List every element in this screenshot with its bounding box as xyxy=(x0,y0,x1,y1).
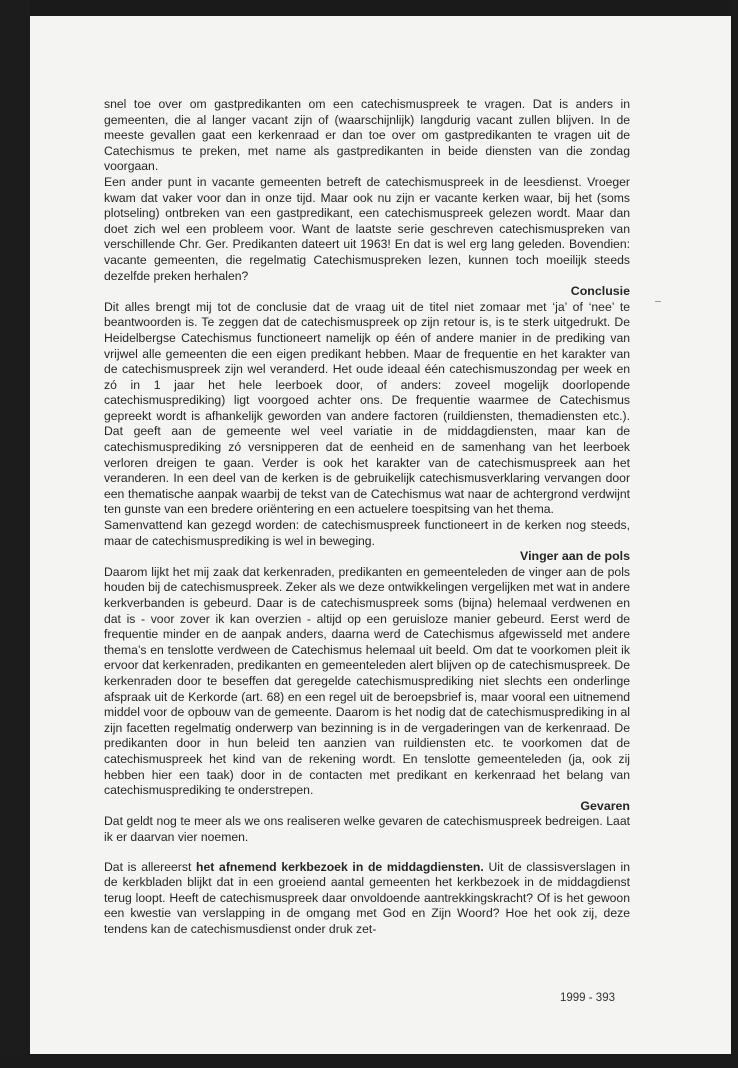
paragraph-7-emphasis: het afnemend kerkbezoek in de middagdiensten. xyxy=(196,859,484,874)
paragraph-7-lead: Dat is allereerst xyxy=(104,859,197,874)
paragraph-2: Een ander punt in vacante gemeenten betreft de catechismuspreek in de leesdienst. Vroeger kwam dat vaker voor dan in onze tijd. Maar ook nu zijn er vacante kerken waar, bij het (soms plotseling) ontbreken van een gastpredikant, een catechismuspreek gelezen wordt. Maar dan doet zich wel een probleem voor. Want de laatste serie geschreven catechismuspreken van verschillende Chr. Ger. Predikanten dateert uit 1963! En dat is wel erg lang geleden. Bovendien: vacante gemeenten, die regelmatig Catechismuspreken lezen, kunnen toch moeilijk steeds dezelfde preken herhalen? xyxy=(104,174,630,283)
heading-gevaren: Gevaren xyxy=(580,798,630,813)
paragraph-5: Daarom lijkt het mij zaak dat kerkenraden, predikanten en gemeenteleden de vinger aan de pols houden bij de catechismuspreek. Zeker als we deze ontwikkelingen vergelijken met wat in andere kerkverbanden is gebeurd. Daar is de catechismuspreek soms (bijna) helemaal verdwenen en dat is - voor zover ik kan overzien - altijd op een geruisloze manier gebeurd. Eerst werd de frequentie minder en de aanpak anders, daarna werd de Catechismus afgewisseld met andere thema’s en tenslotte verdween de Catechismus helemaal uit beeld. Om dat te voorkomen pleit ik ervoor dat kerkenraden, predikanten en gemeenteleden alert blijven op de catechismuspreek. De kerkenraden door te beseffen dat geregelde catechismusprediking niet slechts een onderlinge afspraak uit de Kerkorde (art. 68) en een regel uit de beroepsbrief is, maar vooral een uitnemend middel voor de opbouw van de gemeente. Daarom is het nodig dat de catechismusprediking in al zijn facetten regelmatig onderwerp van bezinning is in de vergaderingen van de kerkenraad. De predikanten door in hun beleid ten aanzien van ruildiensten etc. te voorkomen dat de catechismuspreek het kind van de rekening wordt. En tenslotte gemeenteleden (ja, ook zij hebben hier een taak) door in de contacten met predikant en kerkenraad het belang van catechismusprediking te onderstrepen. xyxy=(104,564,630,798)
paragraph-gap xyxy=(104,846,630,860)
scan-border-left xyxy=(0,0,30,1068)
paragraph-6: Dat geldt nog te meer als we ons realiseren welke gevaren de catechismuspreek bedreigen. Laat ik er daarvan vier noemen. xyxy=(104,814,630,844)
scan-border-right xyxy=(731,0,738,1068)
paragraph-1: snel toe over om gastpredikanten om een catechismuspreek te vragen. Dat is anders in gemeenten, die al langer vacant zijn of (waarschijnlijk) langdurig vacant zullen blijven. In de meeste gevallen gaat een kerkenraad er dan toe over om gastpredikanten te vragen uit de Catechismus te preken, met name als gastpredikanten in beide diensten van die zondag voorgaan. xyxy=(104,97,630,174)
heading-vinger-aan-de-pols: Vinger aan de pols xyxy=(520,549,630,564)
paragraph-3: Dit alles brengt mij tot de conclusie dat de vraag uit de titel niet zomaar met ‘ja’ of ‘nee’ te beantwoorden is. Te zeggen dat de catechismuspreek op zijn retour is, is te sterk uitgedrukt. De Heidelbergse Catechismus functioneert namelijk op één of andere manier in de prediking van vrijwel alle gemeenten die een eigen predikant hebben. Maar de frequentie en het karakter van de catechismuspreek zijn wel veranderd. Het oude ideaal één catechismuszondag per week en zó in 1 jaar het hele leerboek door, of anders: zoveel mogelijk doorlopende catechismusprediking) ligt voorgoed achter ons. De frequentie waarmee de Catechismus gepreekt wordt is afhankelijk geworden van andere factoren (ruildiensten, themadiensten etc.). Dat geeft aan de gemeente wel veel variatie in de middagdiensten, maar kan de catechismusprediking zó versnipperen dat de eenheid en de samenhang van het leerboek verloren dreigen te gaan. Verder is ook het karakter van de catechismuspreek aan het veranderen. In een deel van de kerken is de gebruikelijk catechismusverklaring vervangen door een thematische aanpak waarbij de tekst van de Catechismus wat naar de achtergrond verdwijnt ten gunste van een bredere oriëntering en een actuelere toespitsing van het thema. xyxy=(104,299,630,517)
margin-mark xyxy=(655,301,661,302)
text-column xyxy=(104,97,630,937)
scan-border-bottom xyxy=(0,1054,738,1068)
paragraph-7 xyxy=(104,860,630,938)
page-number: 1999 - 393 xyxy=(560,992,615,1004)
scan-border-top xyxy=(0,0,738,16)
paragraph-4: Samenvattend kan gezegd worden: de catechismuspreek functioneert in de kerken nog steeds, maar de catechismusprediking is wel in beweging. xyxy=(104,518,630,548)
paragraph-7-rest: Uit de classisverslagen in de kerkbladen blijkt dat in een groeiend aantal gemeenten het kerkbezoek in de middagdienst terug loopt. Heeft de catechismuspreek daar onvoldoende aantrekkingskracht? Of is het gewoon een kwestie van verslapping in de omgang met God en Zijn Woord? Hoe het ook zij, deze tendens kan de catechismusdienst onder druk zet- xyxy=(104,859,630,936)
heading-conclusie: Conclusie xyxy=(570,284,630,299)
